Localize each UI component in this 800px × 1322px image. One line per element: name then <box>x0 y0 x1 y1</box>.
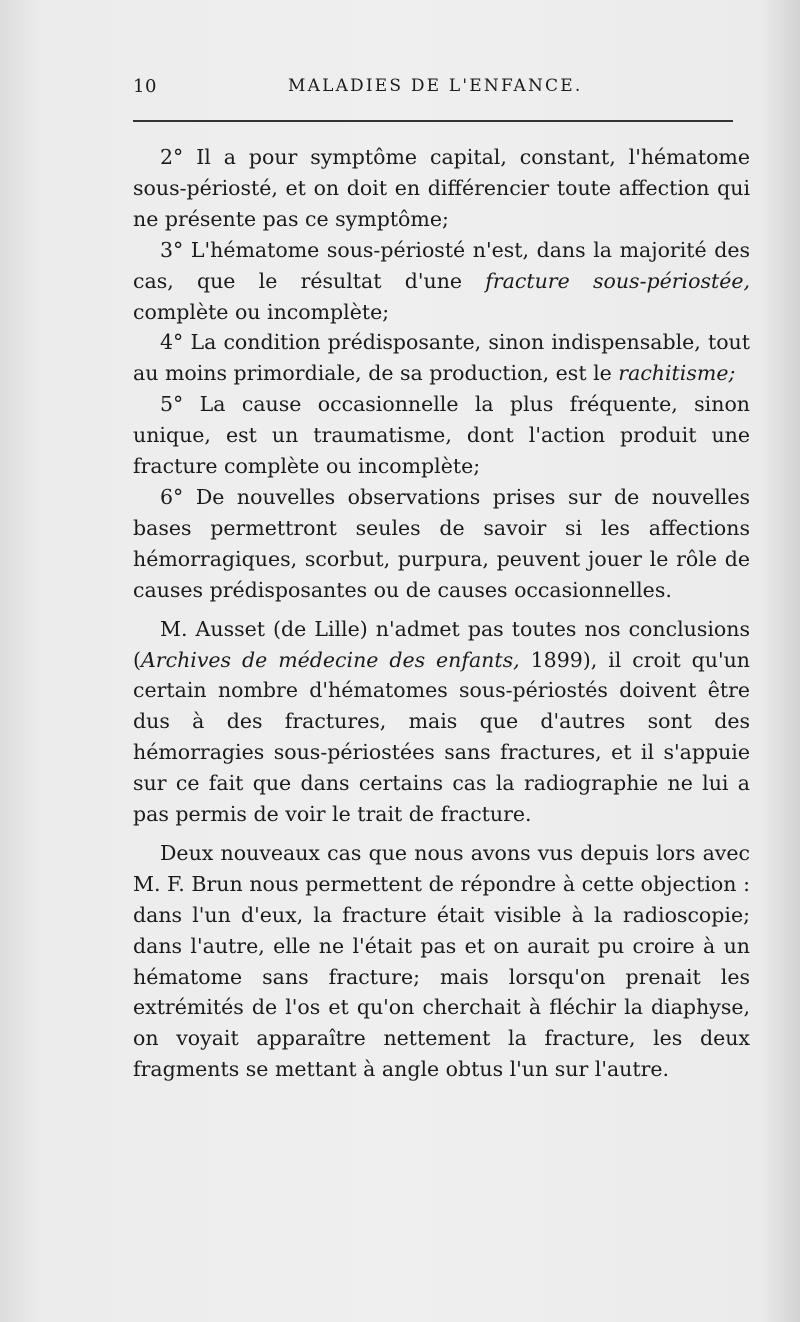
conclusion-3 <box>133 235 750 328</box>
conclusion-4 <box>133 327 750 389</box>
conclusion-3-italic: fracture sous-périostée, <box>485 268 750 293</box>
brun-paragraph: Deux nouveaux cas que nous avons vus depuis lors avec M. F. Brun nous permettent de répondre à cette objection : dans l'un d'eux, la fracture était visible à la radioscopie; dans l'autre, elle ne l'était pas et on aurait pu croire à un hématome sans fracture; mais lorsqu'on prenait les extrémités de l'os et qu'on cherchait à fléchir la diaphyse, on voyait apparaître nettement la fracture, les deux fragments se mettant à angle obtus l'un sur l'autre. <box>133 840 750 1082</box>
conclusion-3-text-end: complète ou incomplète; <box>133 299 390 324</box>
conclusion-4-text: 4° La condition prédisposante, sinon indispensable, tout au moins primordiale, de sa production, est le <box>133 330 750 386</box>
ausset-text: M. Ausset (de Lille) n'admet pas toutes nos conclusions ( <box>133 616 750 672</box>
conclusion-4-italic: rachitisme; <box>618 361 736 386</box>
page-header <box>133 76 750 106</box>
ausset-paragraph <box>133 614 750 830</box>
header-rule <box>133 120 733 122</box>
conclusion-2: 2° Il a pour symptôme capital, constant, l'hématome sous-périosté, et on doit en différencier toute affection qui ne présente pas ce symptôme; <box>133 145 750 231</box>
running-title: MALADIES DE L'ENFANCE. <box>288 76 583 96</box>
conclusion-3-text: 3° L'hématome sous-périosté n'est, dans la majorité des cas, que le résultat d'une <box>133 237 750 293</box>
body-text <box>133 142 750 1085</box>
ausset-journal-italic: Archives de médecine des enfants, <box>141 647 520 672</box>
page-number: 10 <box>133 76 157 97</box>
ausset-text-end: 1899), il croit qu'un certain nombre d'hématomes sous-périostés doivent être dus à des fractures, mais que d'autres sont des hémorragies sous-périostées sans fractures, et il s'appuie sur ce fait que dans certains cas la radiographie ne lui a pas permis de voir le trait de fracture. <box>133 647 750 827</box>
conclusion-6: 6° De nouvelles observations prises sur de nouvelles bases permettront seules de savoir si les affections hémorragiques, scorbut, purpura, peuvent jouer le rôle de causes prédisposantes ou de causes occasionnelles. <box>133 484 750 602</box>
conclusion-5: 5° La cause occasionnelle la plus fréquente, sinon unique, est un traumatisme, dont l'action produit une fracture complète ou incomplète; <box>133 392 750 479</box>
